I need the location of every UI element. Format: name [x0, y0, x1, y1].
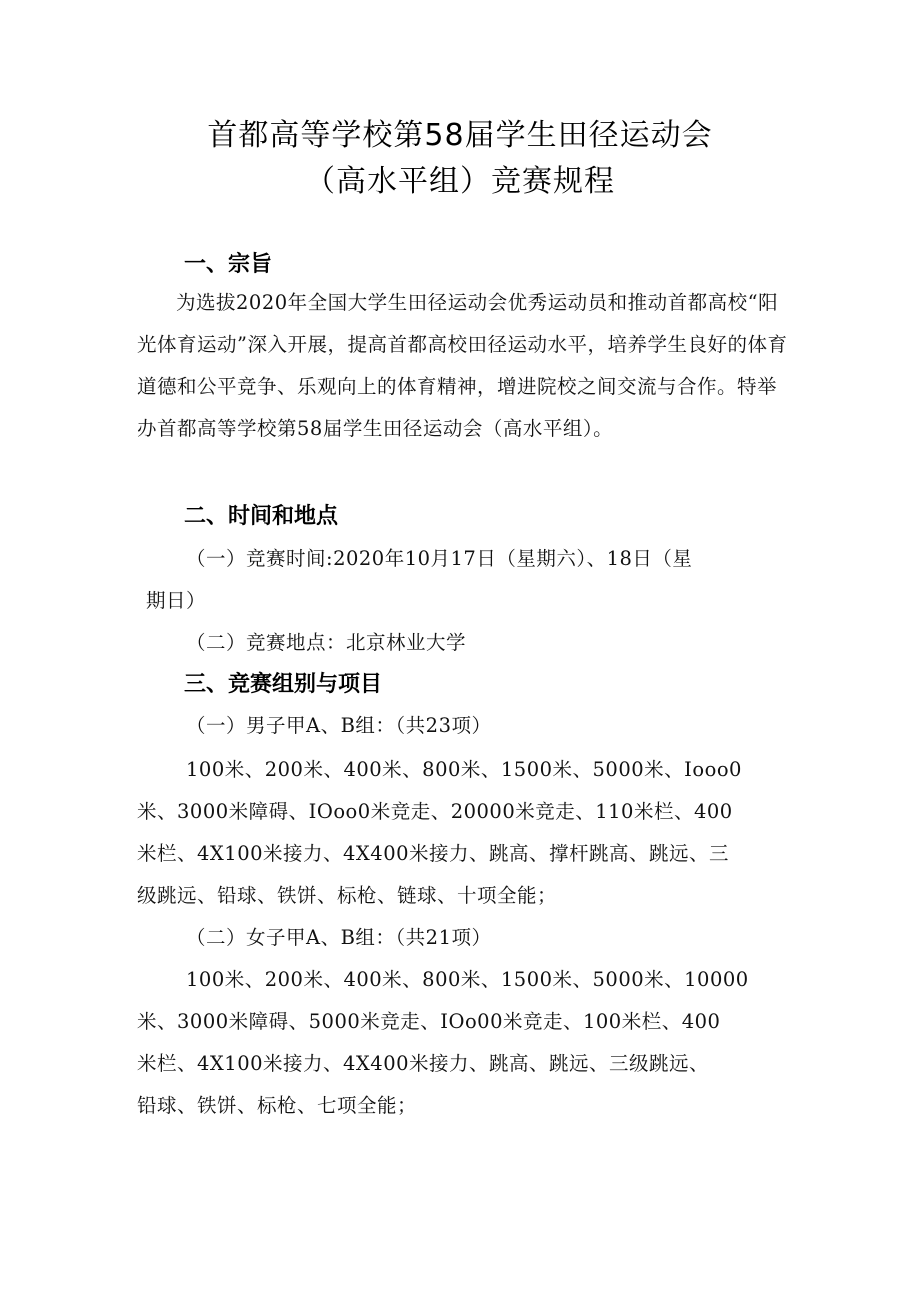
men-events-line: 级跳远、铅球、铁饼、标枪、链球、十项全能；: [137, 884, 558, 907]
section-heading-purpose: 一、宗旨: [184, 252, 273, 277]
document-title-line2: （高水平组）竞赛规程: [305, 164, 615, 199]
competition-time-line2: 期日）: [146, 589, 207, 612]
women-events-line: 100米、200米、400米、800米、1500米、5000米、10000: [186, 968, 749, 991]
women-group-label: （二）女子甲A、B组：（共21项）: [186, 926, 492, 949]
men-events-line: 米栏、4X100米接力、4X400米接力、跳高、撑杆跳高、跳远、三: [137, 842, 730, 865]
section-heading-time-place: 二、时间和地点: [184, 504, 339, 529]
document-title-line1: 首都高等学校第58届学生田径运动会: [207, 118, 713, 153]
women-events-line: 铅球、铁饼、标枪、七项全能；: [137, 1094, 418, 1117]
men-group-label: （一）男子甲A、B组：（共23项）: [186, 714, 492, 737]
men-events-line: 100米、200米、400米、800米、1500米、5000米、Iooo0: [186, 758, 742, 781]
purpose-paragraph: 为选拔2020年全国大学生田径运动会优秀运动员和推动首都高校“阳光体育运动”深入开展，提高首都高校田径运动水平，培养学生良好的体育道德和公平竞争、乐观向上的体育精神，增进院校之间交流与合作。特举办首都高等学校第58届学生田径运动会（高水平组）。: [137, 291, 788, 440]
section-heading-events: 三、竞赛组别与项目: [184, 672, 383, 697]
men-events-line: 米、3000米障碍、IOoo0米竞走、20000米竞走、110米栏、400: [137, 800, 733, 823]
women-events-line: 米、3000米障碍、5000米竞走、IOo00米竞走、100米栏、400: [137, 1010, 721, 1033]
women-events-line: 米栏、4X100米接力、4X400米接力、跳高、跳远、三级跳远、: [137, 1052, 710, 1075]
competition-time-line1: （一）竞赛时间:2020年10月17日（星期六）、18日（星: [186, 547, 693, 570]
competition-place: （二）竞赛地点：北京林业大学: [186, 631, 467, 654]
